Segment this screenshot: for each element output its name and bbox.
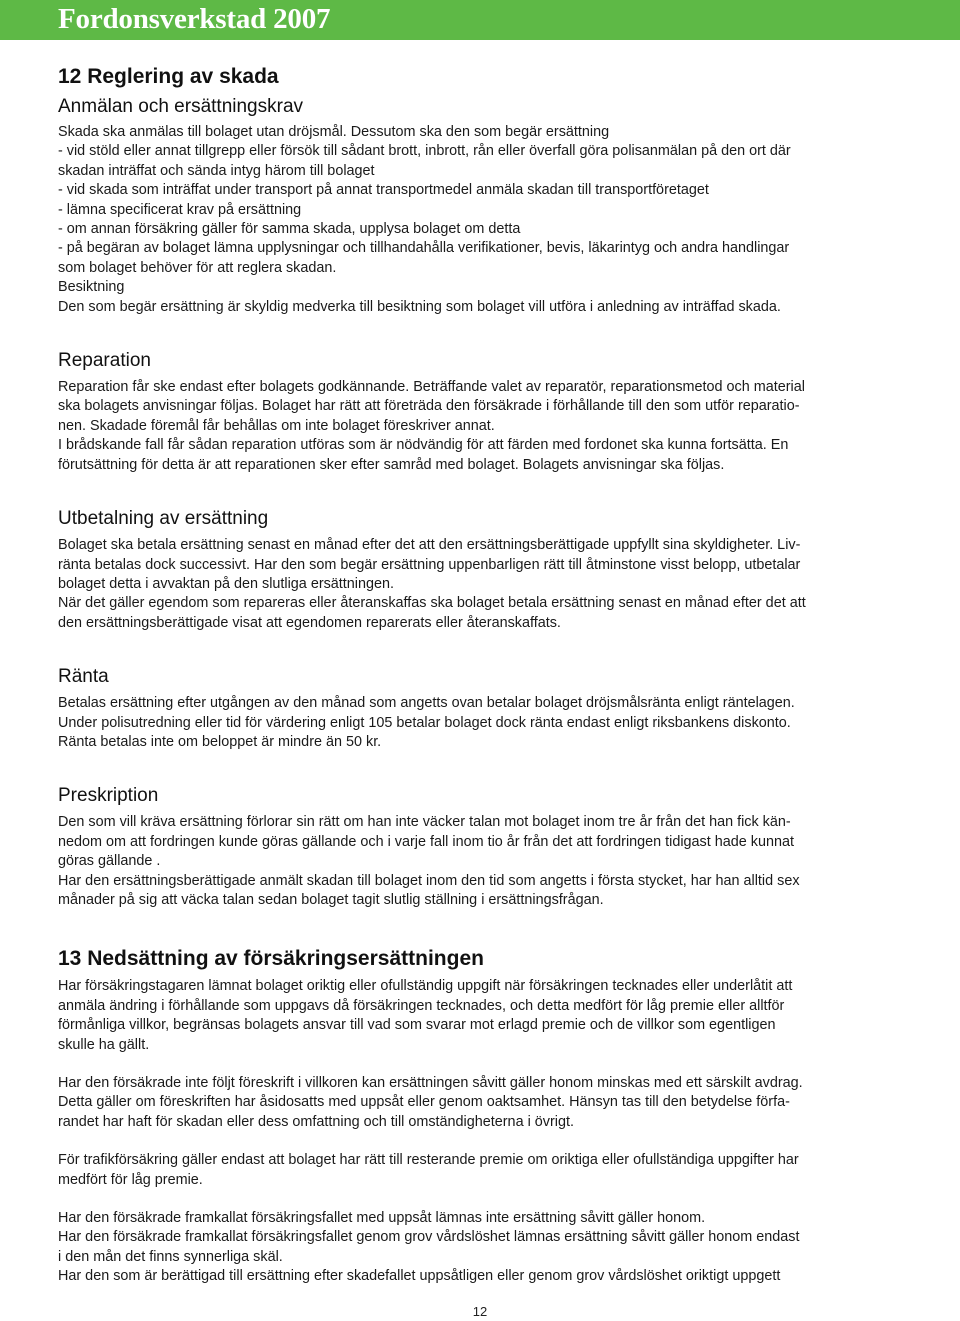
text-line: - om annan försäkring gäller för samma skada, upplysa bolaget om detta [58, 221, 521, 238]
nedsattning-paragraph-2 [58, 1074, 908, 1132]
text-line: bolaget detta i avvaktan på den slutliga ersättningen. [58, 575, 395, 592]
text-line: Bolaget ska betala ersättning senast en månad efter det att den ersättningsberättigade uppfyllt sina skyldigheter. Liv- [58, 537, 801, 554]
text-line: - vid stöld eller annat tillgrepp eller försök till sådant brott, inbrott, rån eller överfall göra polisanmälan på den ort där [58, 143, 791, 160]
preskription-text [58, 813, 908, 910]
preskription-heading: Preskription [58, 785, 159, 807]
ranta-text [58, 694, 908, 752]
text-line: Har försäkringstagaren lämnat bolaget oriktig eller ofullständig uppgift när försäkringen tecknades eller underlåtit att [58, 978, 793, 995]
text-line: Detta gäller om föreskriften har åsidosatts med uppsåt eller genom oaktsamhet. Hänsyn tas till den betydelse förfa- [58, 1094, 790, 1111]
nedsattning-paragraph-4 [58, 1209, 908, 1287]
text-line: skadan inträffat och sända intyg härom till bolaget [58, 162, 375, 179]
text-line: förmånliga villkor, begränsas bolagets ansvar till vad som svarar mot erlagd premie och de villkor som egentligen [58, 1017, 776, 1034]
text-line: - lämna specificerat krav på ersättning [58, 201, 302, 218]
text-line: Ränta betalas inte om beloppet är mindre än 50 kr. [58, 733, 382, 750]
section-12-heading: 12 Reglering av skada [58, 65, 279, 88]
nedsattning-paragraph-3 [58, 1151, 908, 1190]
text-line: Har den försäkrade framkallat försäkringsfallet genom grov vårdslöshet lämnas ersättning såvitt gäller honom endast [58, 1229, 800, 1246]
text-line: Under polisutredning eller tid för värdering enligt 105 betalar bolaget dock ränta endast enligt riksbankens diskonto. [58, 714, 791, 731]
text-line: förutsättning för detta är att reparationen sker efter samråd med bolaget. Bolagets anvisningar ska följas. [58, 456, 725, 473]
utbetalning-heading: Utbetalning av ersättning [58, 508, 269, 530]
text-line: skulle ha gällt. [58, 1036, 150, 1053]
text-line: Den som vill kräva ersättning förlorar sin rätt om han inte väcker talan mot bolaget inom tre år från det han fick kän- [58, 814, 791, 831]
section-13-heading: 13 Nedsättning av försäkringsersättningen [58, 947, 484, 971]
page-content [58, 40, 908, 1287]
text-line: I brådskande fall får sådan reparation utföras som är nödvändig för att färden med fordonet ska kunna fortsätta. En [58, 437, 789, 454]
text-line: nen. Skadade föremål får behållas om inte bolaget föreskriver annat. [58, 417, 495, 434]
text-line: Reparation får ske endast efter bolagets godkännande. Beträffande valet av reparatör, reparationsmetod och material [58, 379, 805, 396]
text-line: ska bolagets anvisningar följas. Bolaget har rätt att företräda den försäkrade i förhållande till den som utför reparatio- [58, 398, 800, 415]
document-title: Fordonsverkstad 2007 [58, 3, 331, 35]
text-line: - vid skada som inträffat under transport på annat transportmedel anmäla skadan till transportföretaget [58, 182, 709, 199]
ranta-heading: Ränta [58, 666, 109, 688]
text-line: i den mån det finns synnerliga skäl. [58, 1248, 283, 1265]
text-line: Har den ersättningsberättigade anmält skadan till bolaget inom den tid som angetts i första stycket, har han alltid sex [58, 872, 800, 889]
text-line: För trafikförsäkring gäller endast att bolaget har rätt till resterande premie om oriktiga eller ofullständiga uppgifter har [58, 1152, 799, 1169]
text-line: göras gällande . [58, 853, 161, 870]
reparation-text [58, 378, 908, 475]
text-line: månader på sig att väcka talan sedan bolaget tagit slutlig ställning i ersättningsfrågan. [58, 891, 604, 908]
anmalan-heading: Anmälan och ersättningskrav [58, 96, 304, 117]
utbetalning-text [58, 536, 908, 633]
anmalan-text [58, 123, 908, 317]
page-number: 12 [472, 1304, 488, 1319]
text-line: nedom om att fordringen kunde göras gällande och i varje fall inom tio år från det att fordringen tidigast hade kunnat [58, 833, 794, 850]
text-line: Den som begär ersättning är skyldig medverka till besiktning som bolaget vill utföra i anledning av inträffad skada. [58, 298, 781, 315]
text-line: Besiktning [58, 279, 125, 296]
text-line: medfört för låg premie. [58, 1171, 203, 1188]
header-banner [0, 0, 960, 40]
reparation-heading: Reparation [58, 350, 151, 372]
text-line: anmäla ändring i förhållande som uppgavs då försäkringen tecknades, och detta medfört för låg premie eller alltför [58, 997, 785, 1014]
text-line: ränta betalas dock successivt. Har den som begär ersättning uppenbarligen rätt till åtminstone visst belopp, utbetalar [58, 556, 801, 573]
text-line: randet har haft för skadan eller dess omfattning och till omständigheterna i övrigt. [58, 1113, 574, 1130]
text-line: Har den försäkrade inte följt föreskrift i villkoren kan ersättningen såvitt gäller honom minskas med ett särskilt avdrag. [58, 1075, 803, 1091]
text-line: - på begäran av bolaget lämna upplysningar och tillhandahålla verifikationer, bevis, läkarintyg och andra handlingar [58, 240, 790, 257]
text-line: När det gäller egendom som repareras eller återanskaffas ska bolaget betala ersättning senast en månad efter det att [58, 595, 806, 612]
nedsattning-paragraph-1 [58, 977, 908, 1055]
text-line: den ersättningsberättigade visat att egendomen reparerats eller återanskaffats. [58, 614, 561, 631]
text-line: Har den försäkrade framkallat försäkringsfallet med uppsåt lämnas inte ersättning såvitt gäller honom. [58, 1210, 706, 1227]
text-line: som bolaget behöver för att reglera skadan. [58, 259, 337, 276]
text-line: Betalas ersättning efter utgången av den månad som angetts ovan betalar bolaget dröjsmålsränta enligt räntelagen. [58, 695, 795, 712]
text-line: Har den som är berättigad till ersättning efter skadefallet uppsåtligen eller genom grov vårdslöshet oriktigt uppgett [58, 1268, 781, 1285]
text-line: Skada ska anmälas till bolaget utan dröjsmål. Dessutom ska den som begär ersättning [58, 124, 610, 140]
